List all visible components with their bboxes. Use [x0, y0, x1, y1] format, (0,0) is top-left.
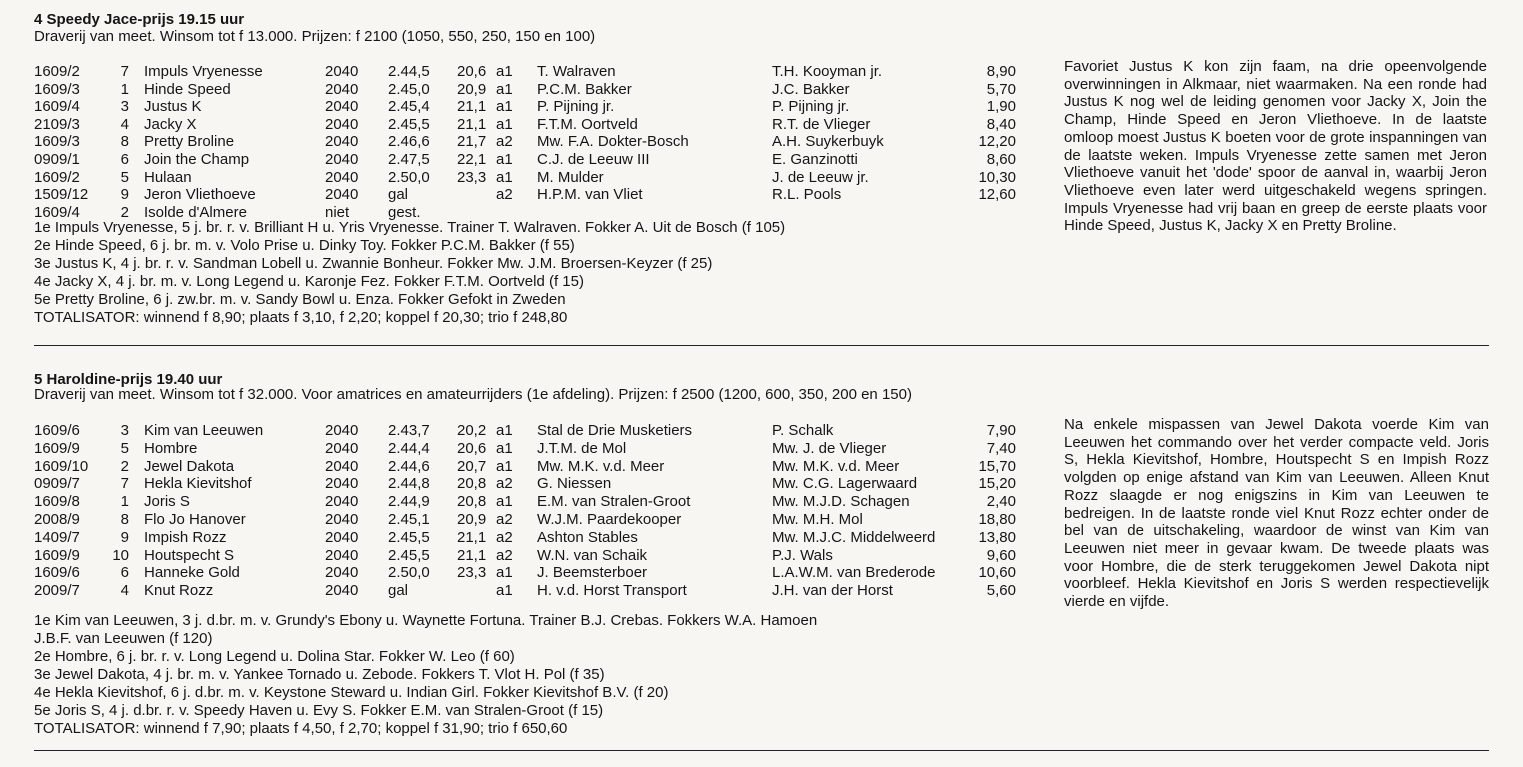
cell-time: 2.45,1	[388, 511, 430, 528]
cell-date: 2109/3	[34, 115, 80, 133]
race-title: 5 Haroldine-prijs 19.40 uur	[34, 371, 223, 388]
cell-dist: 2040	[325, 151, 359, 168]
detail-line: 5e Joris S, 4 j. d.br. r. v. Speedy Haven u. Evy S. Fokker E.M. van Stralen-Groot (f 15)	[34, 702, 604, 719]
cell-owner: Mw. F.A. Dokter-Bosch	[537, 133, 689, 151]
cell-km: 20,6	[457, 439, 487, 457]
cell-cls: a1	[496, 422, 513, 439]
cell-odds: 2,40	[986, 493, 1016, 511]
cell-km: 20,7	[457, 457, 487, 475]
detail-line: J.B.F. van Leeuwen (f 120)	[34, 630, 213, 647]
cell-date: 1609/10	[34, 457, 89, 475]
detail-line: 4e Hekla Kievitshof, 6 j. d.br. m. v. Keystone Steward u. Indian Girl. Fokker Kievitshof B.V. (f 20)	[34, 684, 669, 701]
detail-line: 2e Hinde Speed, 6 j. br. m. v. Volo Prise u. Dinky Toy. Fokker P.C.M. Bakker (f 55)	[34, 237, 575, 254]
cell-date: 1609/9	[34, 439, 80, 457]
race-subtitle: Draverij van meet. Winsom tot f 13.000. Prijzen: f 2100 (1050, 550, 250, 150 en 100)	[34, 28, 596, 45]
cell-horse: Hombre	[144, 439, 198, 457]
cell-num: 6	[120, 151, 129, 168]
cell-num: 5	[120, 439, 129, 457]
cell-date: 1409/7	[34, 528, 80, 546]
cell-km: 21,1	[457, 546, 487, 564]
cell-driver: P. Pijning jr.	[772, 98, 850, 116]
cell-num: 9	[120, 528, 129, 546]
cell-owner: W.J.M. Paardekooper	[537, 511, 682, 528]
section-divider	[34, 750, 1489, 751]
cell-dist: 2040	[325, 493, 359, 511]
cell-driver: J.H. van der Horst	[772, 582, 893, 600]
cell-num: 3	[120, 98, 129, 116]
cell-date: 0909/7	[34, 475, 80, 493]
cell-km: 20,9	[457, 511, 487, 528]
cell-horse: Impish Rozz	[144, 528, 227, 546]
cell-odds: 5,70	[986, 80, 1016, 98]
cell-owner: H. v.d. Horst Transport	[537, 582, 687, 600]
cell-cls: a1	[496, 80, 513, 98]
cell-km: 20,8	[457, 475, 487, 493]
cell-date: 1609/6	[34, 564, 80, 582]
cell-time: 2.45,0	[388, 80, 430, 98]
section-divider	[34, 345, 1489, 346]
cell-odds: 10,30	[978, 168, 1016, 186]
cell-time: 2.50,0	[388, 168, 430, 186]
cell-dist: 2040	[325, 475, 359, 493]
cell-num: 9	[120, 186, 129, 204]
cell-time: 2.44,6	[388, 457, 430, 475]
cell-num: 6	[120, 564, 129, 582]
cell-km: 20,8	[457, 493, 487, 511]
cell-dist: 2040	[325, 546, 359, 564]
cell-date: 1609/3	[34, 133, 80, 151]
cell-owner: W.N. van Schaik	[537, 546, 648, 564]
cell-horse: Flo Jo Hanover	[144, 511, 246, 528]
detail-line: 5e Pretty Broline, 6 j. zw.br. m. v. Sandy Bowl u. Enza. Fokker Gefokt in Zweden	[34, 291, 566, 308]
cell-num: 2	[120, 457, 129, 475]
race-comment: Na enkele mispassen van Jewel Dakota voerde Kim van Leeuwen het commando over het verder compacte veld. Joris S, Hekla Kievitshof, Hombre, Houtspecht S en Impish Rozz volgden op enige afstand van Kim van Leeuwen. Alleen Knut Rozz slaagde er nog enigszins in Kim van Leeuwen te bedreigen. In de laatste ronde viel Knut Rozz echter onder de bel van de uitschakeling, waardoor de winst van Kim van Leeuwen niet meer in gevaar kwam. De tweede plaats was voor Hombre, die de sterk teruggekomen Jewel Dakota nipt voorbleef. Hekla Kievitshof en Joris S werden respectievelijk vierde en vijfde.	[1064, 416, 1489, 611]
cell-owner: J.T.M. de Mol	[537, 439, 627, 457]
cell-odds: 7,40	[986, 439, 1016, 457]
cell-cls: a1	[496, 564, 513, 582]
detail-line: 3e Jewel Dakota, 4 j. br. m. v. Yankee Tornado u. Zebode. Fokkers T. Vlot H. Pol (f 35)	[34, 666, 605, 683]
cell-date: 1609/6	[34, 422, 80, 439]
cell-time: 2.44,8	[388, 475, 430, 493]
cell-time: 2.46,6	[388, 133, 430, 151]
cell-driver: J. de Leeuw jr.	[772, 168, 869, 186]
cell-odds: 8,90	[986, 63, 1016, 80]
cell-date: 1509/12	[34, 186, 89, 204]
cell-dist: 2040	[325, 186, 359, 204]
detail-line: TOTALISATOR: winnend f 8,90; plaats f 3,10, f 2,20; koppel f 20,30; trio f 248,80	[34, 309, 568, 326]
cell-odds: 8,60	[986, 151, 1016, 168]
cell-owner: Stal de Drie Musketiers	[537, 422, 693, 439]
cell-cls: a2	[496, 511, 513, 528]
cell-km: 22,1	[457, 151, 487, 168]
cell-odds: 18,80	[978, 511, 1016, 528]
cell-dist: 2040	[325, 564, 359, 582]
cell-time: 2.45,4	[388, 98, 430, 116]
cell-num: 5	[120, 168, 129, 186]
cell-time: gest.	[388, 203, 421, 221]
cell-time: 2.43,7	[388, 422, 430, 439]
cell-odds: 10,60	[978, 564, 1016, 582]
cell-dist: 2040	[325, 98, 359, 116]
cell-odds: 1,90	[986, 98, 1016, 116]
cell-cls: a1	[496, 63, 513, 80]
cell-odds: 12,20	[978, 133, 1016, 151]
cell-num: 8	[120, 133, 129, 151]
cell-cls: a2	[496, 186, 513, 204]
cell-horse: Join the Champ	[144, 151, 250, 168]
detail-line: TOTALISATOR: winnend f 7,90; plaats f 4,50, f 2,70; koppel f 31,90; trio f 650,60	[34, 720, 568, 737]
cell-dist: 2040	[325, 422, 359, 439]
cell-time: 2.45,5	[388, 115, 430, 133]
cell-dist: 2040	[325, 168, 359, 186]
cell-dist: 2040	[325, 439, 359, 457]
cell-num: 1	[120, 493, 129, 511]
cell-km: 23,3	[457, 564, 487, 582]
cell-cls: a1	[496, 98, 513, 116]
cell-horse: Knut Rozz	[144, 582, 214, 600]
cell-horse: Hanneke Gold	[144, 564, 240, 582]
detail-line: 1e Impuls Vryenesse, 5 j. br. r. v. Brilliant H u. Yris Vryenesse. Trainer T. Walraven. Fokker A. Uit de Bosch (f 105)	[34, 219, 786, 236]
cell-dist: 2040	[325, 63, 359, 80]
cell-time: 2.50,0	[388, 564, 430, 582]
cell-odds: 7,90	[986, 422, 1016, 439]
cell-horse: Houtspecht S	[144, 546, 235, 564]
cell-time: 2.44,9	[388, 493, 430, 511]
cell-cls: a1	[496, 115, 513, 133]
cell-driver: L.A.W.M. van Brederode	[772, 564, 936, 582]
cell-horse: Hulaan	[144, 168, 192, 186]
cell-date: 1609/8	[34, 493, 80, 511]
cell-num: 10	[112, 546, 129, 564]
detail-line: 4e Jacky X, 4 j. br. m. v. Long Legend u. Karonje Fez. Fokker F.T.M. Oortveld (f 15)	[34, 273, 584, 290]
cell-owner: E.M. van Stralen-Groot	[537, 493, 691, 511]
cell-owner: P.C.M. Bakker	[537, 80, 632, 98]
cell-time: 2.44,4	[388, 439, 430, 457]
cell-horse: Jewel Dakota	[144, 457, 235, 475]
cell-horse: Joris S	[144, 493, 190, 511]
cell-owner: Mw. M.K. v.d. Meer	[537, 457, 665, 475]
cell-num: 4	[120, 582, 129, 600]
cell-date: 2008/9	[34, 511, 80, 528]
cell-time: 2.45,5	[388, 528, 430, 546]
cell-driver: A.H. Suykerbuyk	[772, 133, 884, 151]
cell-driver: R.T. de Vlieger	[772, 115, 871, 133]
race-comment: Favoriet Justus K kon zijn faam, na drie opeenvolgende overwinningen in Alkmaar, niet waarmaken. Na een ronde had Justus K nog wel de leiding genomen voor Jacky X, Join the Champ, Hinde Speed en Jeron Vliethoeve. In de laatste omloop moest Justus K boeten voor de grote inspanningen van de laatste weken. Impuls Vryenesse zette samen met Jeron Vliethoeve vanuit het 'dode' spoor de aanval in, waarbij Jeron Vliethoeve even later werd uitgeschakeld wegens springen. Impuls Vryenesse had vrij baan en greep de eerste plaats voor Hinde Speed, Justus K, Jacky X en Pretty Broline.	[1064, 58, 1487, 235]
cell-horse: Pretty Broline	[144, 133, 235, 151]
cell-km: 21,1	[457, 115, 487, 133]
cell-driver: E. Ganzinotti	[772, 151, 858, 168]
cell-dist: niet	[325, 203, 350, 221]
cell-km: 23,3	[457, 168, 487, 186]
cell-driver: T.H. Kooyman jr.	[772, 63, 883, 80]
cell-date: 2009/7	[34, 582, 80, 600]
cell-driver: Mw. M.J.C. Middelweerd	[772, 528, 936, 546]
cell-driver: P.J. Wals	[772, 546, 833, 564]
cell-num: 3	[120, 422, 129, 439]
cell-horse: Hekla Kievitshof	[144, 475, 252, 493]
cell-cls: a2	[496, 528, 513, 546]
cell-odds: 8,40	[986, 115, 1016, 133]
cell-km: 20,9	[457, 80, 487, 98]
cell-horse: Justus K	[144, 98, 202, 116]
cell-num: 2	[120, 203, 129, 221]
cell-time: 2.45,5	[388, 546, 430, 564]
race-subtitle: Draverij van meet. Winsom tot f 32.000. Voor amatrices en amateurrijders (1e afdeling). Prijzen: f 2500 (1200, 600, 350, 200 en 150)	[34, 386, 912, 403]
cell-owner: G. Niessen	[537, 475, 612, 493]
cell-km: 20,6	[457, 63, 487, 80]
cell-owner: H.P.M. van Vliet	[537, 186, 643, 204]
race-details	[34, 219, 785, 327]
cell-km: 21,1	[457, 98, 487, 116]
cell-driver: Mw. M.J.D. Schagen	[772, 493, 910, 511]
cell-cls: a1	[496, 439, 513, 457]
cell-cls: a1	[496, 168, 513, 186]
cell-date: 1609/9	[34, 546, 80, 564]
cell-time: 2.47,5	[388, 151, 430, 168]
cell-km: 21,7	[457, 133, 487, 151]
cell-cls: a2	[496, 546, 513, 564]
cell-time: gal	[388, 582, 409, 600]
cell-date: 1609/2	[34, 168, 80, 186]
cell-driver: Mw. M.K. v.d. Meer	[772, 457, 900, 475]
cell-owner: P. Pijning jr.	[537, 98, 615, 116]
cell-dist: 2040	[325, 457, 359, 475]
cell-cls: a2	[496, 133, 513, 151]
cell-owner: F.T.M. Oortveld	[537, 115, 638, 133]
cell-dist: 2040	[325, 133, 359, 151]
cell-num: 7	[120, 63, 129, 80]
cell-driver: R.L. Pools	[772, 186, 842, 204]
cell-horse: Impuls Vryenesse	[144, 63, 263, 80]
detail-line: 1e Kim van Leeuwen, 3 j. d.br. m. v. Grundy's Ebony u. Waynette Fortuna. Trainer B.J. Crebas. Fokkers W.A. Hamoen	[34, 612, 818, 629]
cell-horse: Hinde Speed	[144, 80, 231, 98]
cell-date: 1609/3	[34, 80, 80, 98]
race-details	[34, 612, 817, 738]
cell-dist: 2040	[325, 115, 359, 133]
cell-cls: a1	[496, 457, 513, 475]
cell-owner: Ashton Stables	[537, 528, 638, 546]
cell-time: gal	[388, 186, 409, 204]
cell-owner: M. Mulder	[537, 168, 604, 186]
cell-driver: J.C. Bakker	[772, 80, 850, 98]
cell-dist: 2040	[325, 511, 359, 528]
cell-owner: C.J. de Leeuw III	[537, 151, 650, 168]
cell-dist: 2040	[325, 582, 359, 600]
cell-cls: a1	[496, 151, 513, 168]
cell-km: 21,1	[457, 528, 487, 546]
detail-line: 3e Justus K, 4 j. br. r. v. Sandman Lobell u. Zwannie Bonheur. Fokker Mw. J.M. Broersen-Keyzer (f 25)	[34, 255, 713, 272]
cell-odds: 9,60	[986, 546, 1016, 564]
cell-date: 0909/1	[34, 151, 80, 168]
cell-dist: 2040	[325, 528, 359, 546]
cell-odds: 12,60	[978, 186, 1016, 204]
cell-date: 1609/2	[34, 63, 80, 80]
cell-owner: T. Walraven	[537, 63, 616, 80]
cell-horse: Isolde d'Almere	[144, 203, 247, 221]
cell-horse: Kim van Leeuwen	[144, 422, 264, 439]
cell-cls: a2	[496, 475, 513, 493]
cell-num: 7	[120, 475, 129, 493]
cell-horse: Jeron Vliethoeve	[144, 186, 256, 204]
cell-time: 2.44,5	[388, 63, 430, 80]
cell-dist: 2040	[325, 80, 359, 98]
cell-cls: a1	[496, 493, 513, 511]
cell-cls: a1	[496, 582, 513, 600]
cell-owner: J. Beemsterboer	[537, 564, 648, 582]
cell-odds: 5,60	[986, 582, 1016, 600]
detail-line: 2e Hombre, 6 j. br. r. v. Long Legend u. Dolina Star. Fokker W. Leo (f 60)	[34, 648, 515, 665]
cell-odds: 15,70	[978, 457, 1016, 475]
cell-num: 1	[120, 80, 129, 98]
cell-km: 20,2	[457, 422, 487, 439]
cell-driver: Mw. J. de Vlieger	[772, 439, 887, 457]
cell-driver: Mw. C.G. Lagerwaard	[772, 475, 918, 493]
cell-driver: P. Schalk	[772, 422, 834, 439]
cell-driver: Mw. M.H. Mol	[772, 511, 863, 528]
cell-num: 8	[120, 511, 129, 528]
cell-date: 1609/4	[34, 203, 80, 221]
cell-horse: Jacky X	[144, 115, 197, 133]
race-title: 4 Speedy Jace-prijs 19.15 uur	[34, 11, 245, 28]
cell-odds: 13,80	[978, 528, 1016, 546]
cell-date: 1609/4	[34, 98, 80, 116]
cell-num: 4	[120, 115, 129, 133]
cell-odds: 15,20	[978, 475, 1016, 493]
